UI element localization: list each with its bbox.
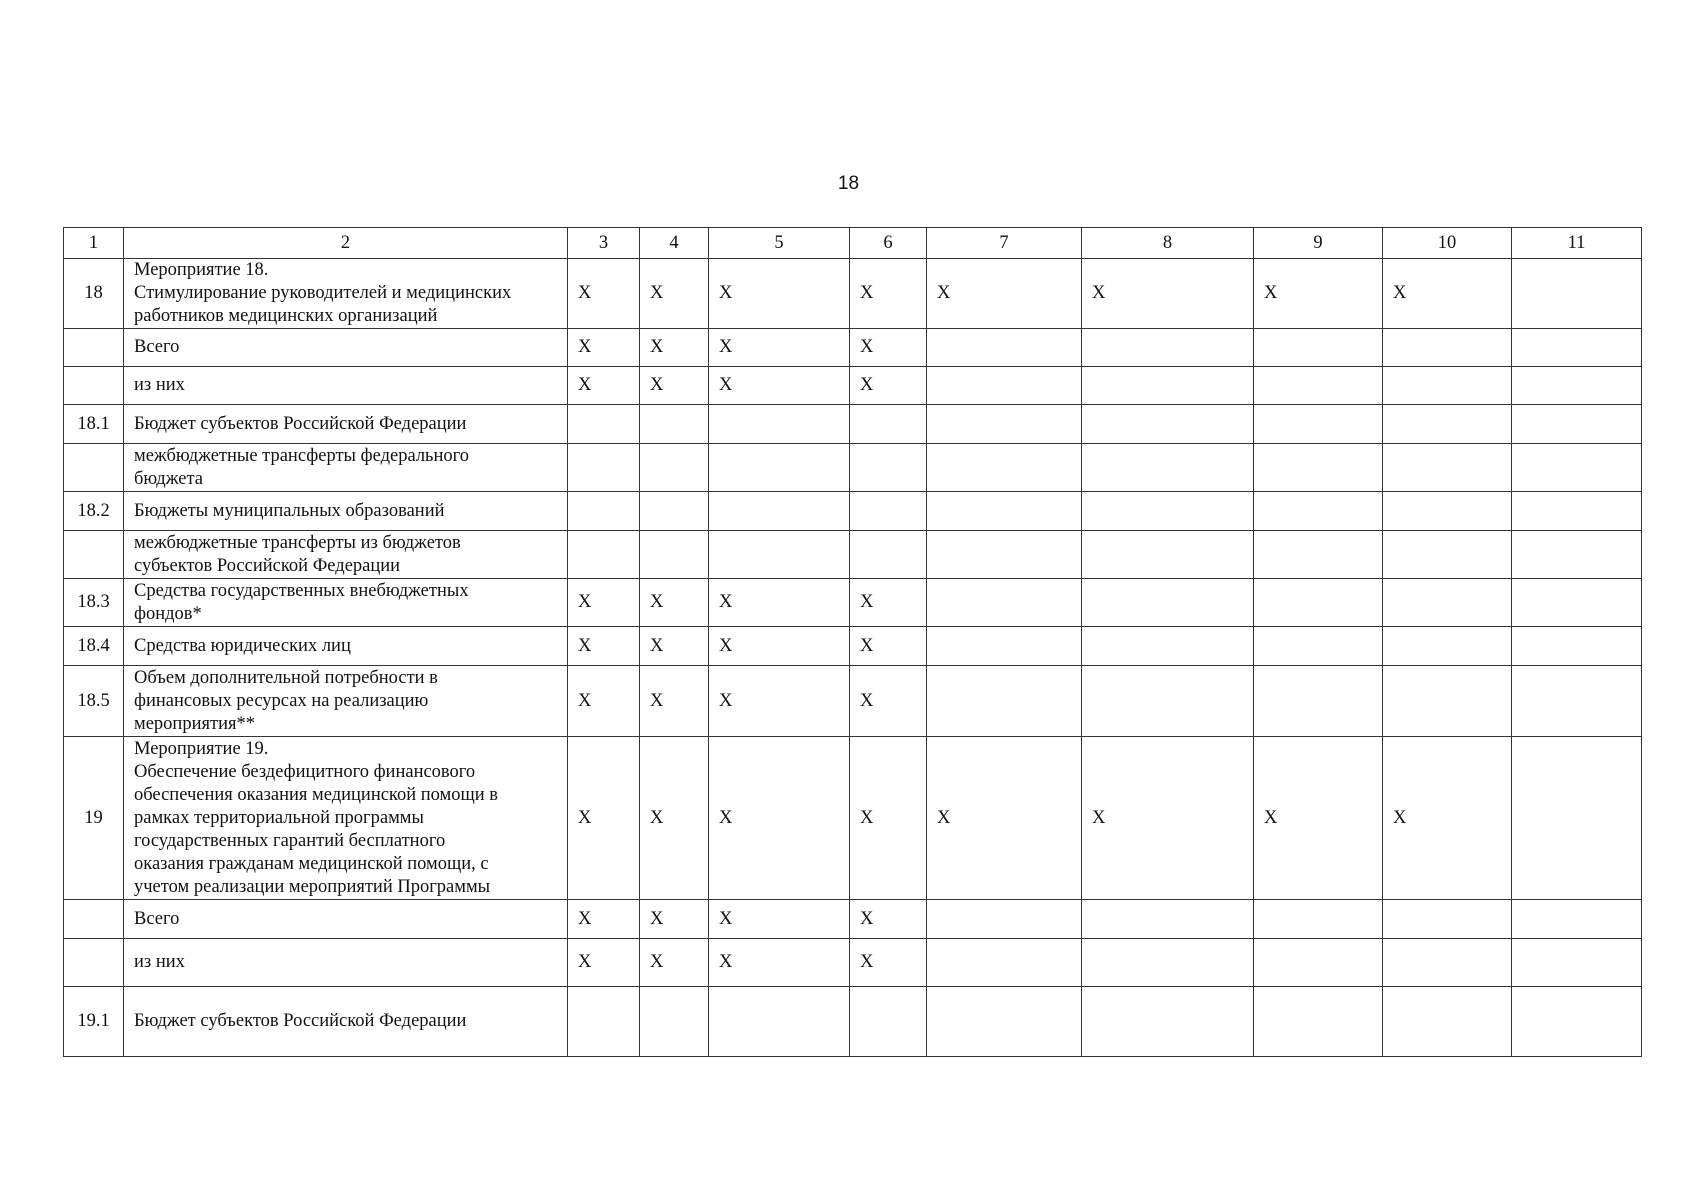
value-cell-col-3: X	[568, 939, 640, 987]
value-cell-col-3: X	[568, 579, 640, 627]
column-header-5: 5	[709, 228, 850, 259]
value-cell-col-8	[1082, 987, 1254, 1057]
value-cell-col-5: X	[709, 939, 850, 987]
value-cell-col-3: X	[568, 627, 640, 666]
value-cell-col-4: X	[640, 579, 709, 627]
value-cell-col-11	[1512, 405, 1642, 444]
value-cell-col-11	[1512, 939, 1642, 987]
row-number-cell: 19.1	[64, 987, 124, 1057]
value-cell-col-6: X	[850, 666, 927, 737]
table-row	[64, 579, 1642, 627]
value-cell-col-10	[1383, 329, 1512, 367]
value-cell-col-5	[709, 444, 850, 492]
value-cell-col-9: X	[1254, 737, 1383, 900]
value-cell-col-11	[1512, 737, 1642, 900]
table-row	[64, 444, 1642, 492]
value-cell-col-9	[1254, 492, 1383, 531]
value-cell-col-10	[1383, 666, 1512, 737]
description-line: оказания гражданам медицинской помощи, с	[134, 853, 489, 874]
value-cell-col-10	[1383, 900, 1512, 939]
row-description-cell	[124, 531, 568, 579]
row-number-cell: 18.1	[64, 405, 124, 444]
value-cell-col-7	[927, 531, 1082, 579]
value-cell-col-9	[1254, 579, 1383, 627]
value-cell-col-10	[1383, 579, 1512, 627]
value-cell-col-6: X	[850, 367, 927, 405]
value-cell-col-11	[1512, 329, 1642, 367]
value-cell-col-5: X	[709, 737, 850, 900]
value-cell-col-5	[709, 987, 850, 1057]
value-cell-col-5: X	[709, 666, 850, 737]
description-line: Всего	[134, 908, 180, 929]
value-cell-col-6	[850, 531, 927, 579]
column-header-3: 3	[568, 228, 640, 259]
value-cell-col-10	[1383, 531, 1512, 579]
value-cell-col-4: X	[640, 939, 709, 987]
value-cell-col-10: X	[1383, 259, 1512, 329]
value-cell-col-6	[850, 405, 927, 444]
description-line: учетом реализации мероприятий Программы	[134, 876, 491, 897]
value-cell-col-10	[1383, 939, 1512, 987]
value-cell-col-7	[927, 579, 1082, 627]
description-line: Стимулирование руководителей и медицинских	[134, 283, 512, 303]
value-cell-col-11	[1512, 579, 1642, 627]
row-number-cell	[64, 444, 124, 492]
table-row	[64, 627, 1642, 666]
column-header-8: 8	[1082, 228, 1254, 259]
value-cell-col-8	[1082, 627, 1254, 666]
row-number-cell	[64, 900, 124, 939]
value-cell-col-4: X	[640, 367, 709, 405]
value-cell-col-5: X	[709, 329, 850, 367]
value-cell-col-5: X	[709, 259, 850, 329]
value-cell-col-5: X	[709, 900, 850, 939]
value-cell-col-11	[1512, 444, 1642, 492]
column-header-1: 1	[64, 228, 124, 259]
value-cell-col-9: X	[1254, 259, 1383, 329]
value-cell-col-4: X	[640, 627, 709, 666]
row-number-cell: 18.4	[64, 627, 124, 666]
table-row	[64, 405, 1642, 444]
column-header-7: 7	[927, 228, 1082, 259]
value-cell-col-4: X	[640, 329, 709, 367]
row-description-cell	[124, 939, 568, 987]
value-cell-col-3	[568, 444, 640, 492]
row-number-cell: 18.5	[64, 666, 124, 737]
value-cell-col-9	[1254, 531, 1383, 579]
description-line: из них	[134, 375, 185, 395]
row-number-cell: 18	[64, 259, 124, 329]
description-line: Всего	[134, 337, 180, 357]
row-number-cell: 18.2	[64, 492, 124, 531]
value-cell-col-9	[1254, 987, 1383, 1057]
table-row	[64, 987, 1642, 1057]
value-cell-col-4	[640, 492, 709, 531]
description-line: Средства юридических лиц	[134, 635, 351, 656]
value-cell-col-4: X	[640, 259, 709, 329]
value-cell-col-7	[927, 444, 1082, 492]
budget-table	[63, 227, 1642, 1057]
description-line: Мероприятие 18.	[134, 260, 269, 280]
value-cell-col-8	[1082, 492, 1254, 531]
value-cell-col-3	[568, 531, 640, 579]
value-cell-col-7	[927, 492, 1082, 531]
value-cell-col-3	[568, 405, 640, 444]
value-cell-col-5: X	[709, 367, 850, 405]
table-header-row	[64, 228, 1642, 259]
row-description-cell	[124, 900, 568, 939]
description-line: фондов*	[134, 603, 202, 624]
value-cell-col-7	[927, 627, 1082, 666]
value-cell-col-3: X	[568, 259, 640, 329]
value-cell-col-11	[1512, 531, 1642, 579]
row-description-cell	[124, 367, 568, 405]
value-cell-col-5	[709, 531, 850, 579]
description-line: Объем дополнительной потребности в	[134, 667, 438, 688]
row-description-cell	[124, 666, 568, 737]
value-cell-col-3	[568, 492, 640, 531]
value-cell-col-7	[927, 900, 1082, 939]
column-header-6: 6	[850, 228, 927, 259]
value-cell-col-5	[709, 405, 850, 444]
description-line: финансовых ресурсах на реализацию	[134, 690, 429, 711]
description-line: бюджета	[134, 468, 203, 489]
value-cell-col-11	[1512, 666, 1642, 737]
value-cell-col-7	[927, 367, 1082, 405]
value-cell-col-10	[1383, 987, 1512, 1057]
value-cell-col-8	[1082, 531, 1254, 579]
value-cell-col-6: X	[850, 939, 927, 987]
value-cell-col-7	[927, 666, 1082, 737]
value-cell-col-8	[1082, 405, 1254, 444]
value-cell-col-10	[1383, 627, 1512, 666]
value-cell-col-4	[640, 531, 709, 579]
value-cell-col-8	[1082, 367, 1254, 405]
description-line: из них	[134, 952, 185, 972]
value-cell-col-6: X	[850, 627, 927, 666]
value-cell-col-6: X	[850, 737, 927, 900]
value-cell-col-9	[1254, 627, 1383, 666]
value-cell-col-8	[1082, 444, 1254, 492]
description-line: обеспечения оказания медицинской помощи в	[134, 784, 499, 805]
value-cell-col-9	[1254, 666, 1383, 737]
column-header-2: 2	[124, 228, 568, 259]
value-cell-col-3: X	[568, 666, 640, 737]
value-cell-col-6	[850, 492, 927, 531]
value-cell-col-11	[1512, 627, 1642, 666]
row-description-cell	[124, 987, 568, 1057]
description-line: межбюджетные трансферты из бюджетов	[134, 532, 461, 553]
column-header-4: 4	[640, 228, 709, 259]
description-line: межбюджетные трансферты федерального	[134, 445, 470, 466]
table-row	[64, 531, 1642, 579]
value-cell-col-6: X	[850, 329, 927, 367]
table-row	[64, 939, 1642, 987]
column-header-10: 10	[1383, 228, 1512, 259]
row-number-cell	[64, 939, 124, 987]
value-cell-col-8	[1082, 579, 1254, 627]
description-line: рамках территориальной программы	[134, 807, 424, 828]
description-line: Обеспечение бездефицитного финансового	[134, 761, 476, 782]
row-description-cell	[124, 329, 568, 367]
value-cell-col-6	[850, 987, 927, 1057]
row-number-cell	[64, 367, 124, 405]
value-cell-col-10	[1383, 444, 1512, 492]
value-cell-col-9	[1254, 367, 1383, 405]
table-row	[64, 737, 1642, 900]
row-description-cell	[124, 627, 568, 666]
value-cell-col-5: X	[709, 627, 850, 666]
value-cell-col-4	[640, 444, 709, 492]
value-cell-col-4: X	[640, 666, 709, 737]
description-line: Бюджет субъектов Российской Федерации	[134, 413, 467, 434]
column-header-9: 9	[1254, 228, 1383, 259]
value-cell-col-10: X	[1383, 737, 1512, 900]
description-line: Бюджеты муниципальных образований	[134, 500, 445, 521]
value-cell-col-7	[927, 405, 1082, 444]
row-description-cell	[124, 737, 568, 900]
row-description-cell	[124, 579, 568, 627]
column-header-11: 11	[1512, 228, 1642, 259]
value-cell-col-6	[850, 444, 927, 492]
table-row	[64, 666, 1642, 737]
value-cell-col-8	[1082, 900, 1254, 939]
value-cell-col-4	[640, 987, 709, 1057]
row-description-cell	[124, 405, 568, 444]
value-cell-col-6: X	[850, 259, 927, 329]
description-line: работников медицинских организаций	[134, 306, 438, 326]
description-line: Бюджет субъектов Российской Федерации	[134, 1011, 467, 1031]
value-cell-col-3: X	[568, 737, 640, 900]
value-cell-col-10	[1383, 405, 1512, 444]
value-cell-col-8	[1082, 666, 1254, 737]
description-line: Средства государственных внебюджетных	[134, 580, 469, 601]
value-cell-col-7	[927, 987, 1082, 1057]
value-cell-col-6: X	[850, 579, 927, 627]
value-cell-col-9	[1254, 405, 1383, 444]
value-cell-col-7: X	[927, 259, 1082, 329]
table-row	[64, 329, 1642, 367]
table-row	[64, 900, 1642, 939]
value-cell-col-7	[927, 939, 1082, 987]
value-cell-col-8: X	[1082, 259, 1254, 329]
value-cell-col-8	[1082, 939, 1254, 987]
description-line: мероприятия**	[134, 713, 255, 734]
value-cell-col-9	[1254, 900, 1383, 939]
value-cell-col-4: X	[640, 737, 709, 900]
value-cell-col-10	[1383, 492, 1512, 531]
value-cell-col-11	[1512, 367, 1642, 405]
value-cell-col-11	[1512, 492, 1642, 531]
row-description-cell	[124, 259, 568, 329]
value-cell-col-8	[1082, 329, 1254, 367]
value-cell-col-7: X	[927, 737, 1082, 900]
value-cell-col-9	[1254, 444, 1383, 492]
value-cell-col-8: X	[1082, 737, 1254, 900]
value-cell-col-5	[709, 492, 850, 531]
value-cell-col-3: X	[568, 900, 640, 939]
value-cell-col-3	[568, 987, 640, 1057]
value-cell-col-3: X	[568, 367, 640, 405]
page-number: 18	[837, 173, 860, 194]
value-cell-col-7	[927, 329, 1082, 367]
table-row	[64, 367, 1642, 405]
value-cell-col-6: X	[850, 900, 927, 939]
row-number-cell: 19	[64, 737, 124, 900]
row-description-cell	[124, 492, 568, 531]
description-line: государственных гарантий бесплатного	[134, 830, 446, 851]
row-number-cell	[64, 531, 124, 579]
table-row	[64, 492, 1642, 531]
description-line: субъектов Российской Федерации	[134, 555, 401, 576]
value-cell-col-4	[640, 405, 709, 444]
table-row	[64, 259, 1642, 329]
value-cell-col-11	[1512, 987, 1642, 1057]
value-cell-col-9	[1254, 939, 1383, 987]
row-number-cell: 18.3	[64, 579, 124, 627]
row-description-cell	[124, 444, 568, 492]
value-cell-col-11	[1512, 900, 1642, 939]
row-number-cell	[64, 329, 124, 367]
value-cell-col-11	[1512, 259, 1642, 329]
value-cell-col-10	[1383, 367, 1512, 405]
value-cell-col-9	[1254, 329, 1383, 367]
description-line: Мероприятие 19.	[134, 738, 269, 759]
value-cell-col-3: X	[568, 329, 640, 367]
value-cell-col-5: X	[709, 579, 850, 627]
value-cell-col-4: X	[640, 900, 709, 939]
